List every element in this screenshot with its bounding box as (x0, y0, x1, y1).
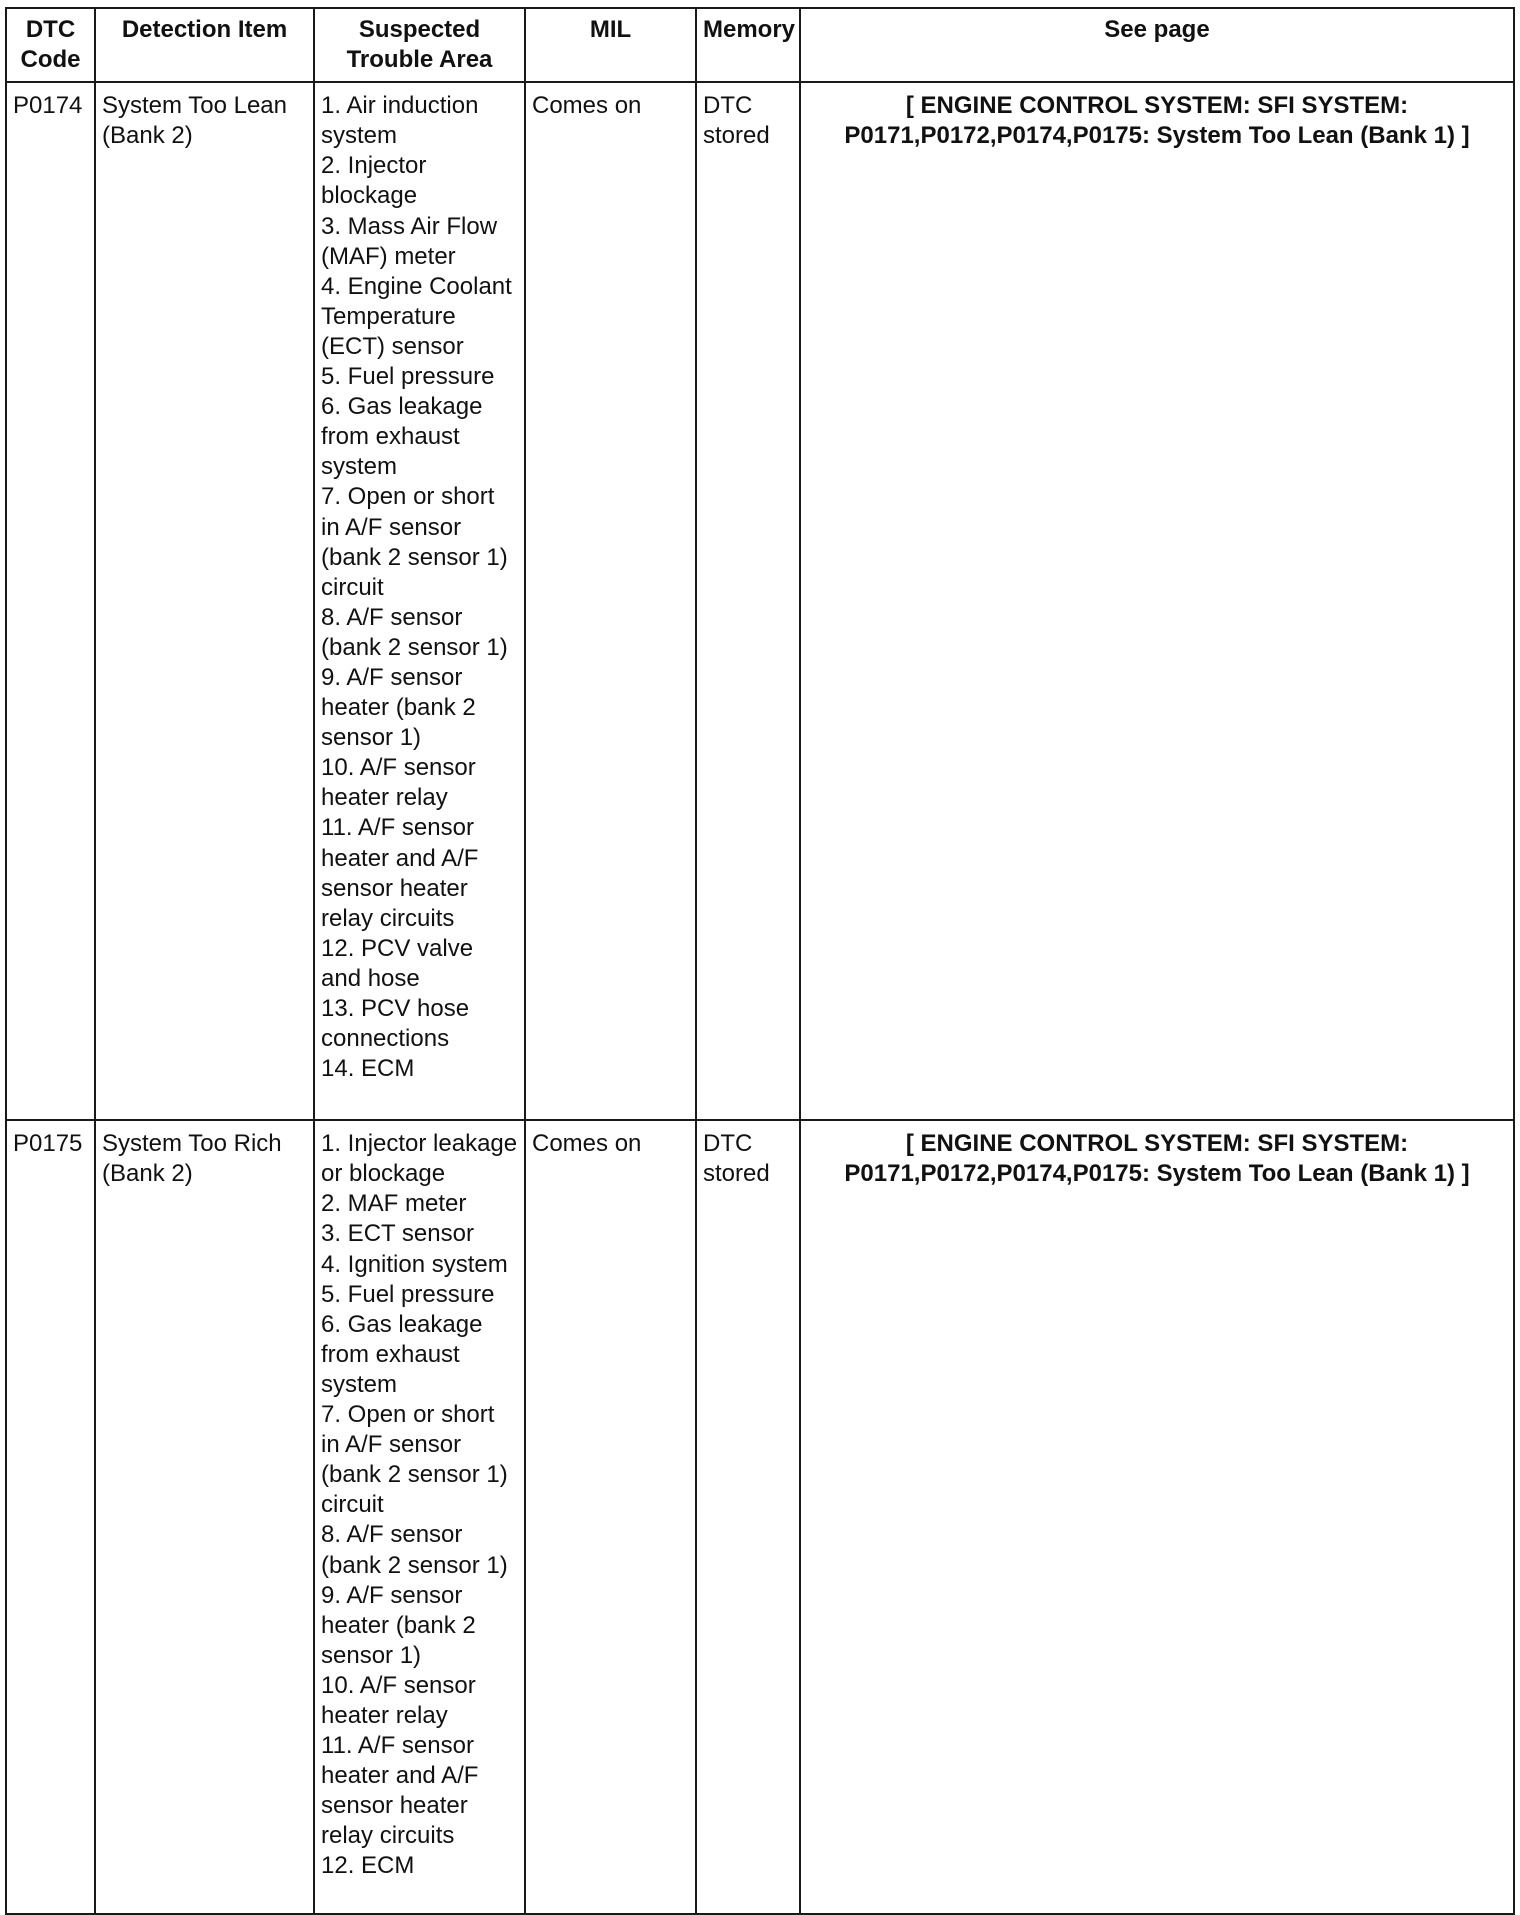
see-page-link-line2[interactable]: P0171,P0172,P0174,P0175: System Too Lean (Bank 1) ] (844, 122, 1470, 150)
trouble-area-item: 9. A/F sensor heater (bank 2 sensor 1) (321, 663, 476, 752)
header-detection-item: Detection Item (95, 8, 314, 82)
see-page-link-line1[interactable]: [ ENGINE CONTROL SYSTEM: SFI SYSTEM: (905, 92, 1409, 120)
trouble-area-item: 3. Mass Air Flow (MAF) meter (321, 212, 498, 270)
trouble-area-item: 12. PCV valve and hose (321, 934, 474, 992)
trouble-area-item: 11. A/F sensor heater and A/F sensor heater relay circuits (321, 1732, 479, 1850)
see-page-link-line2[interactable]: P0171,P0172,P0174,P0175: System Too Lean (Bank 1) ] (844, 1160, 1470, 1188)
header-dtc-code: DTC Code (6, 8, 95, 82)
mil-cell: Comes on (525, 82, 696, 1120)
trouble-area-item: 1. Injector leakage or blockage (321, 1130, 518, 1188)
trouble-area-item: 2. Injector blockage (321, 152, 427, 210)
dtc-code-cell: P0174 (6, 82, 95, 1120)
trouble-area-item: 9. A/F sensor heater (bank 2 sensor 1) (321, 1581, 476, 1669)
trouble-area-item: 12. ECM (321, 1852, 415, 1880)
see-page-link-line1[interactable]: [ ENGINE CONTROL SYSTEM: SFI SYSTEM: (905, 1130, 1409, 1158)
mil-cell: Comes on (525, 1120, 696, 1914)
trouble-area-list (314, 82, 525, 1120)
see-page-cell (800, 1120, 1514, 1914)
trouble-area-item: 1. Air induction system (321, 92, 479, 150)
detection-item-cell: System Too Lean (Bank 2) (95, 82, 314, 1120)
detection-item-cell: System Too Rich (Bank 2) (95, 1120, 314, 1914)
see-page-cell (800, 82, 1514, 1120)
trouble-area-item: 6. Gas leakage from exhaust system (321, 1310, 483, 1398)
memory-cell: DTC stored (696, 82, 800, 1120)
trouble-area-item: 7. Open or short in A/F sensor (bank 2 sensor 1) circuit (321, 1401, 508, 1519)
header-see-page: See page (800, 8, 1514, 82)
trouble-area-item: 10. A/F sensor heater relay (321, 1671, 476, 1729)
trouble-area-item: 4. Engine Coolant Temperature (ECT) sensor (321, 272, 512, 360)
trouble-area-item: 2. MAF meter (321, 1190, 467, 1218)
header-suspected-trouble-area: Suspected Trouble Area (314, 8, 525, 82)
memory-cell: DTC stored (696, 1120, 800, 1914)
trouble-area-item: 13. PCV hose connections (321, 995, 470, 1053)
trouble-area-item: 5. Fuel pressure (321, 1280, 495, 1308)
trouble-area-item: 10. A/F sensor heater relay (321, 754, 476, 812)
trouble-area-item: 6. Gas leakage from exhaust system (321, 393, 483, 481)
trouble-area-item: 8. A/F sensor (bank 2 sensor 1) (321, 1521, 508, 1579)
trouble-area-item: 11. A/F sensor heater and A/F sensor heater relay circuits (321, 814, 479, 932)
trouble-area-item: 8. A/F sensor (bank 2 sensor 1) (321, 603, 508, 661)
trouble-area-list (314, 1120, 525, 1914)
dtc-code-cell: P0175 (6, 1120, 95, 1914)
trouble-area-item: 7. Open or short in A/F sensor (bank 2 sensor 1) circuit (321, 483, 508, 601)
table-row (6, 82, 1514, 1120)
trouble-area-item: 4. Ignition system (321, 1250, 508, 1278)
trouble-area-item: 5. Fuel pressure (321, 363, 495, 391)
table-header-row (6, 8, 1514, 82)
table-row (6, 1120, 1514, 1914)
header-memory: Memory (696, 8, 800, 82)
trouble-area-item: 14. ECM (321, 1055, 415, 1083)
trouble-area-item: 3. ECT sensor (321, 1220, 474, 1248)
header-mil: MIL (525, 8, 696, 82)
dtc-table (5, 7, 1515, 1915)
